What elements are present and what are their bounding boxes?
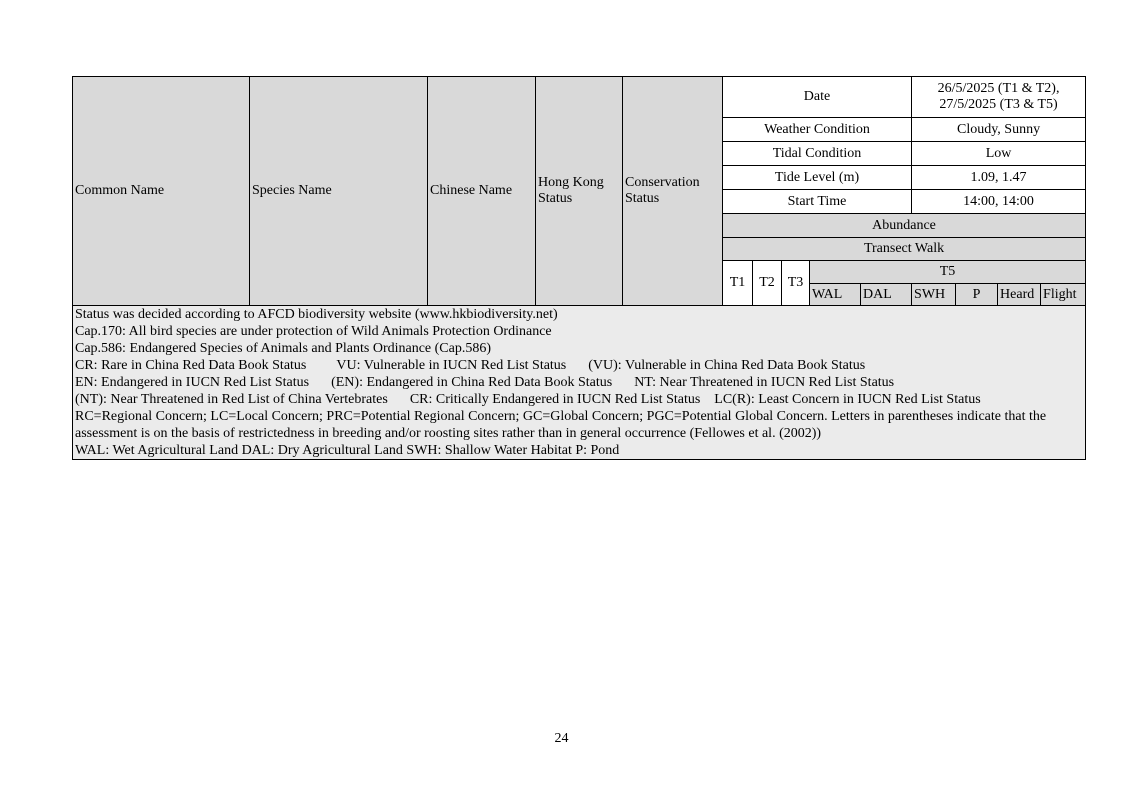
t5-heard-header: Heard — [998, 284, 1041, 306]
note-status-line-1 — [75, 357, 1083, 374]
t5-dal-header: DAL — [861, 284, 912, 306]
t5-swh-header: SWH — [912, 284, 956, 306]
note-vu-china: (VU): Vulnerable in China Red Data Book Status — [588, 358, 866, 373]
species-name-header: Species Name — [250, 77, 428, 306]
note-habitat-abbreviations: WAL: Wet Agricultural Land DAL: Dry Agricultural Land SWH: Shallow Water Habitat P: Pond — [75, 443, 620, 458]
weather-value: Cloudy, Sunny — [912, 118, 1086, 142]
t5-wal-header: WAL — [810, 284, 861, 306]
note-nt-iucn: NT: Near Threatened in IUCN Red List Status — [634, 375, 895, 390]
tidal-condition-value: Low — [912, 142, 1086, 166]
weather-label: Weather Condition — [723, 118, 912, 142]
note-status-source: Status was decided according to AFCD biodiversity website (www.hkbiodiversity.net) — [75, 307, 558, 322]
chinese-name-header: Chinese Name — [428, 77, 536, 306]
note-cr-iucn: CR: Critically Endangered in IUCN Red List Status — [409, 392, 701, 407]
t5-header: T5 — [810, 261, 1086, 284]
note-lcr-iucn: LC(R): Least Concern in IUCN Red List Status — [714, 392, 981, 407]
note-concern-definitions: RC=Regional Concern; LC=Local Concern; PRC=Potential Regional Concern; GC=Global Concern; PGC=Potential Global Concern. Letters in parentheses indicate that the assessment is on the basis of restrictedness in breeding and/or roosting sites rather than in general occurrence (Fellowes et al. (2002)) — [75, 409, 1047, 441]
t5-flight-header: Flight — [1041, 284, 1086, 306]
date-value — [912, 77, 1086, 118]
t3-header: T3 — [782, 261, 810, 306]
bird-survey-table — [72, 76, 1086, 460]
hk-status-header: Hong Kong Status — [536, 77, 623, 306]
transect-walk-header: Transect Walk — [723, 238, 1086, 261]
page-number: 24 — [554, 731, 569, 746]
t2-header: T2 — [753, 261, 782, 306]
note-nt-china: (NT): Near Threatened in Red List of China Vertebrates — [75, 392, 388, 407]
note-cr-china: CR: Rare in China Red Data Book Status — [75, 358, 307, 373]
note-cap170: Cap.170: All bird species are under protection of Wild Animals Protection Ordinance — [75, 324, 552, 339]
tide-level-value: 1.09, 1.47 — [912, 166, 1086, 190]
common-name-header: Common Name — [73, 77, 250, 306]
note-status-line-3 — [75, 391, 1083, 408]
date-label: Date — [723, 77, 912, 118]
conservation-status-header: Conservation Status — [623, 77, 723, 306]
start-time-value: 14:00, 14:00 — [912, 190, 1086, 214]
start-time-label: Start Time — [723, 190, 912, 214]
date-value-line1: 26/5/2025 (T1 & T2), — [937, 81, 1060, 96]
note-cap586: Cap.586: Endangered Species of Animals and Plants Ordinance (Cap.586) — [75, 341, 492, 356]
table-notes — [73, 306, 1086, 460]
note-vu-iucn: VU: Vulnerable in IUCN Red List Status — [336, 358, 567, 373]
tidal-condition-label: Tidal Condition — [723, 142, 912, 166]
note-status-line-2 — [75, 374, 1083, 391]
t1-header: T1 — [723, 261, 753, 306]
abundance-header: Abundance — [723, 214, 1086, 238]
t5-p-header: P — [956, 284, 998, 306]
note-en-china: (EN): Endangered in China Red Data Book Status — [331, 375, 613, 390]
date-value-line2: 27/5/2025 (T3 & T5) — [939, 97, 1058, 112]
note-en-iucn: EN: Endangered in IUCN Red List Status — [75, 375, 310, 390]
tide-level-label: Tide Level (m) — [723, 166, 912, 190]
